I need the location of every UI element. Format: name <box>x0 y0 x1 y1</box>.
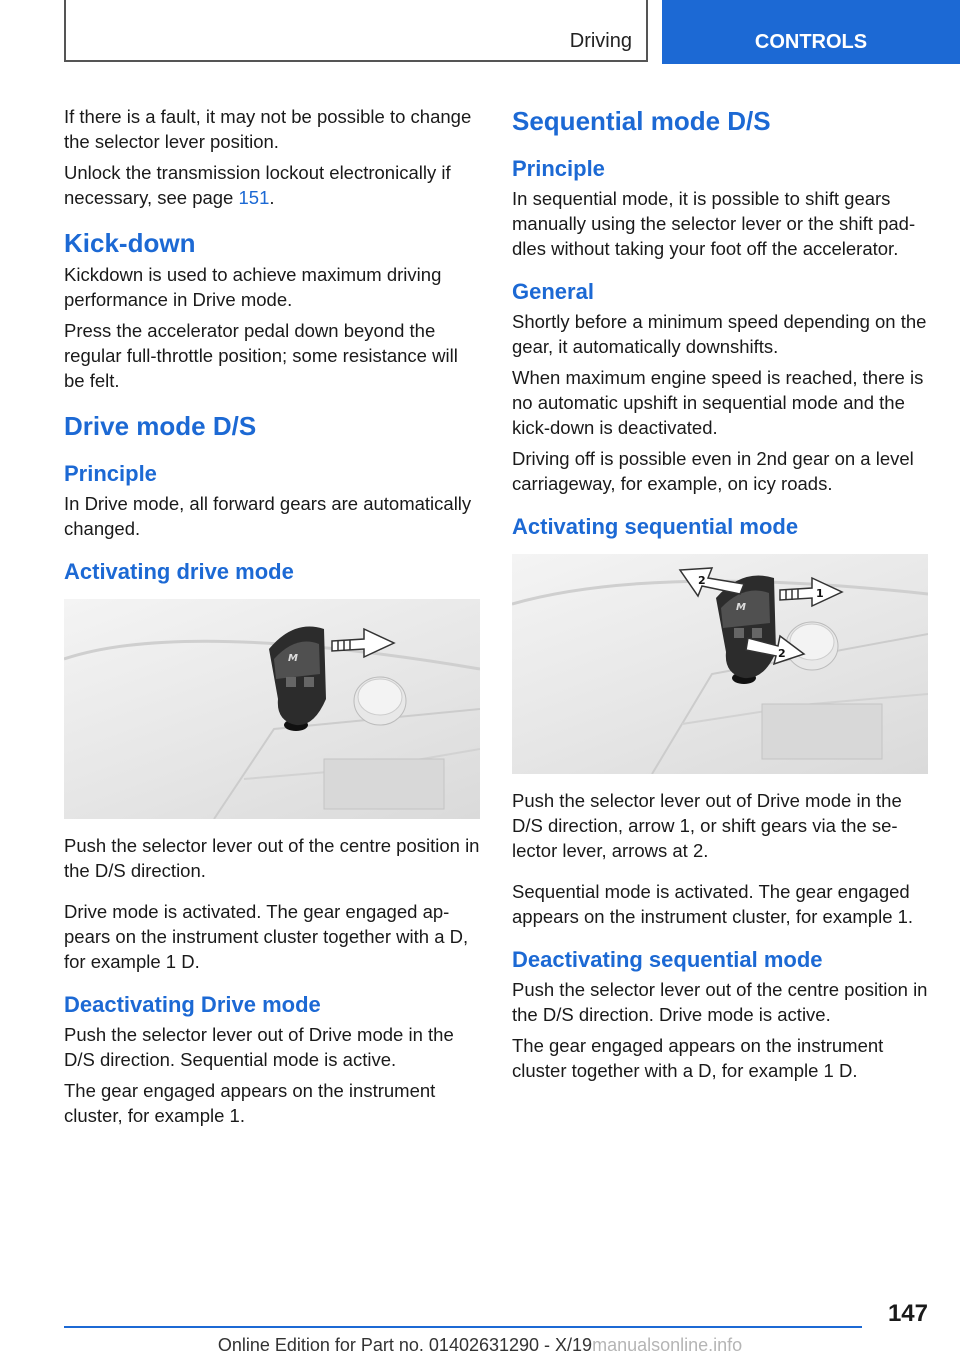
arrow-2-bottom-label: 2 <box>778 647 786 660</box>
deactivating-drive-paragraph-2: The gear engaged appears on the instrument cluster, for example 1. <box>64 1080 436 1126</box>
drive-mode-figure <box>64 599 480 819</box>
fault-paragraph: If there is a fault, it may not be possible to change the selector lever position. <box>64 106 472 152</box>
drive-principle-paragraph: In Drive mode, all forward gears are automatically changed. <box>64 493 472 539</box>
arrow-2-top-label: 2 <box>698 574 706 587</box>
header-box <box>64 0 648 62</box>
edition-text: Online Edition for Part no. 01402631290 - X/19 <box>217 1335 593 1355</box>
unlock-paragraph <box>64 160 480 210</box>
watermark-text: manualsonline.info <box>592 1335 743 1355</box>
deactivating-sequential-paragraph-2: The gear engaged appears on the instrument cluster together with a D, for example 1 D. <box>512 1035 884 1081</box>
deactivating-sequential-heading: Deactivating sequential mode <box>512 947 823 972</box>
unlock-period: . <box>269 187 275 208</box>
svg-text:M: M <box>736 602 746 613</box>
deactivating-drive-paragraph-1: Push the selector lever out of Drive mode in the D/S direction. Sequential mode is active. <box>64 1024 454 1070</box>
general-heading: General <box>512 279 594 304</box>
kickdown-paragraph-2: Press the accelerator pedal down beyond the regular full-throttle position; some resistance will be felt. <box>64 320 458 391</box>
general-paragraph-3: Driving off is possible even in 2nd gear on a level carriageway, for example, on icy roads. <box>512 448 914 494</box>
section-title: Driving <box>569 30 632 52</box>
drive-mode-heading: Drive mode D/S <box>64 411 257 441</box>
activating-drive-paragraph-1: Push the selector lever out of the centre position in the D/S direction. <box>64 835 480 881</box>
page-link[interactable]: 151 <box>238 187 270 208</box>
unlock-text: Unlock the transmission lockout electronically if necessary, see page <box>64 162 451 208</box>
activating-drive-paragraph-2: Drive mode is activated. The gear engaged appears on the instrument cluster together with a D, for example 1 D. <box>64 901 469 972</box>
sequential-principle-paragraph: In sequential mode, it is possible to shift gears manually using the selector lever or the shift paddles without taking your foot off the accelerator. <box>512 188 916 259</box>
right-column <box>512 104 928 1089</box>
activating-drive-heading: Activating drive mode <box>64 559 294 584</box>
kickdown-paragraph-1: Kickdown is used to achieve maximum driving performance in Drive mode. <box>64 264 442 310</box>
drive-principle-heading: Principle <box>64 461 157 486</box>
chapter-tab[interactable]: CONTROLS <box>662 0 960 64</box>
general-paragraph-2: When maximum engine speed is reached, there is no automatic upshift in sequential mode and the kick-down is deactivated. <box>512 367 924 438</box>
activating-sequential-paragraph-1: Push the selector lever out of Drive mode in the D/S direction, arrow 1, or shift gears via the selector lever, arrows at 2. <box>512 790 902 861</box>
sequential-mode-heading: Sequential mode D/S <box>512 106 771 136</box>
arrow-1-label: 1 <box>816 587 824 600</box>
activating-sequential-paragraph-2: Sequential mode is activated. The gear engaged appears on the instrument cluster, for example 1. <box>512 881 914 927</box>
left-column <box>64 104 480 1134</box>
footer-divider <box>64 1326 862 1328</box>
sequential-mode-figure <box>512 554 928 774</box>
page-number: 147 <box>887 1300 928 1327</box>
deactivating-drive-heading: Deactivating Drive mode <box>64 992 321 1017</box>
footer-edition <box>0 1335 960 1356</box>
deactivating-sequential-paragraph-1: Push the selector lever out of the centre position in the D/S direction. Drive mode is active. <box>512 979 928 1025</box>
svg-text:M: M <box>288 653 298 664</box>
sequential-principle-heading: Principle <box>512 156 605 181</box>
general-paragraph-1: Shortly before a minimum speed depending on the gear, it automatically downshifts. <box>512 311 927 357</box>
kickdown-heading: Kick-down <box>64 228 196 258</box>
activating-sequential-heading: Activating sequential mode <box>512 514 799 539</box>
